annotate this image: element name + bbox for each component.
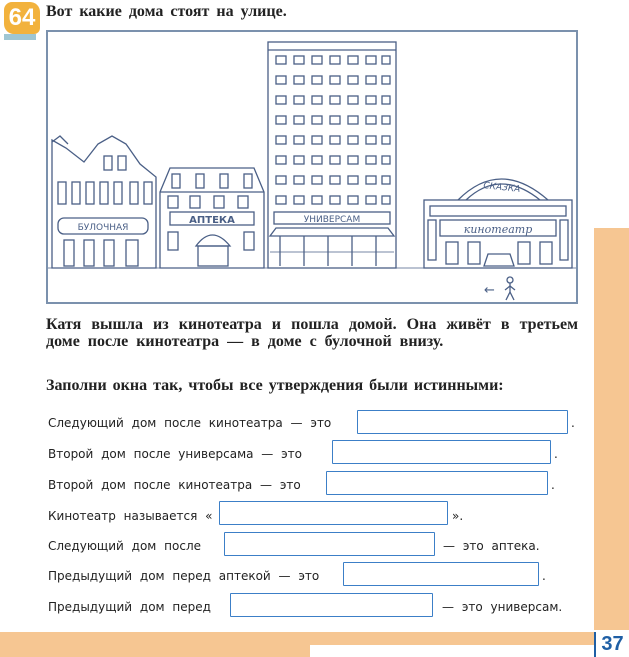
statement-6-text: Предыдущий дом перед аптекой — это (48, 569, 320, 583)
walk-arrow: ← (484, 283, 495, 298)
badge-tail (4, 34, 36, 40)
page-edge-band (594, 228, 629, 630)
page-number: 37 (594, 632, 629, 657)
statement-2-text: Второй дом после универсама — это (48, 447, 303, 461)
answer-box-1[interactable] (357, 410, 568, 434)
pharmacy-sign-text: АПТЕКА (189, 215, 235, 226)
statement-1-text: Следующий дом после кинотеатра — это (48, 416, 332, 430)
tower-windows (276, 56, 390, 204)
statement-7-end: — это универсам. (442, 600, 563, 614)
statement-4-text: Кинотеатр называется « (48, 509, 213, 523)
answer-box-5[interactable] (224, 532, 435, 556)
cinema-name-text: СКАЗКА (482, 181, 521, 195)
bottom-gap (310, 645, 594, 657)
supermarket-tower (268, 42, 396, 268)
task-instruction: Заполни окна так, чтобы все утверждения были истинными: (46, 377, 504, 394)
statement-5-end: — это аптека. (443, 539, 540, 553)
statement-5-text: Следующий дом после (48, 539, 201, 553)
pharmacy-house (160, 168, 264, 268)
story-text: Катя вышла из кинотеатра и пошла домой. Она живёт в третьем доме после кинотеатра — в доме с булочной внизу. (46, 316, 578, 350)
statement-1-end: . (571, 416, 575, 430)
cinema-building (424, 179, 572, 268)
answer-box-3[interactable] (326, 471, 548, 495)
answer-box-7[interactable] (230, 593, 433, 617)
answer-box-2[interactable] (332, 440, 551, 464)
statement-3-end: . (551, 478, 555, 492)
supermarket-sign-text: УНИВЕРСАМ (303, 215, 361, 225)
answer-box-6[interactable] (343, 562, 539, 586)
statement-6-end: . (542, 569, 546, 583)
statement-3-text: Второй дом после кинотеатра — это (48, 478, 301, 492)
statement-7-text: Предыдущий дом перед (48, 600, 211, 614)
statement-4-end: ». (452, 509, 464, 523)
cinema-sign-text: кинотеатр (463, 223, 533, 236)
bakery-sign-text: БУЛОЧНАЯ (77, 223, 129, 233)
girl-figure (505, 277, 515, 300)
bakery-house (52, 136, 156, 268)
exercise-number-badge: 64 (4, 2, 40, 34)
street-illustration (46, 30, 578, 304)
statement-2-end: . (554, 447, 558, 461)
exercise-heading: Вот какие дома стоят на улице. (46, 3, 287, 20)
answer-box-4[interactable] (219, 501, 448, 525)
